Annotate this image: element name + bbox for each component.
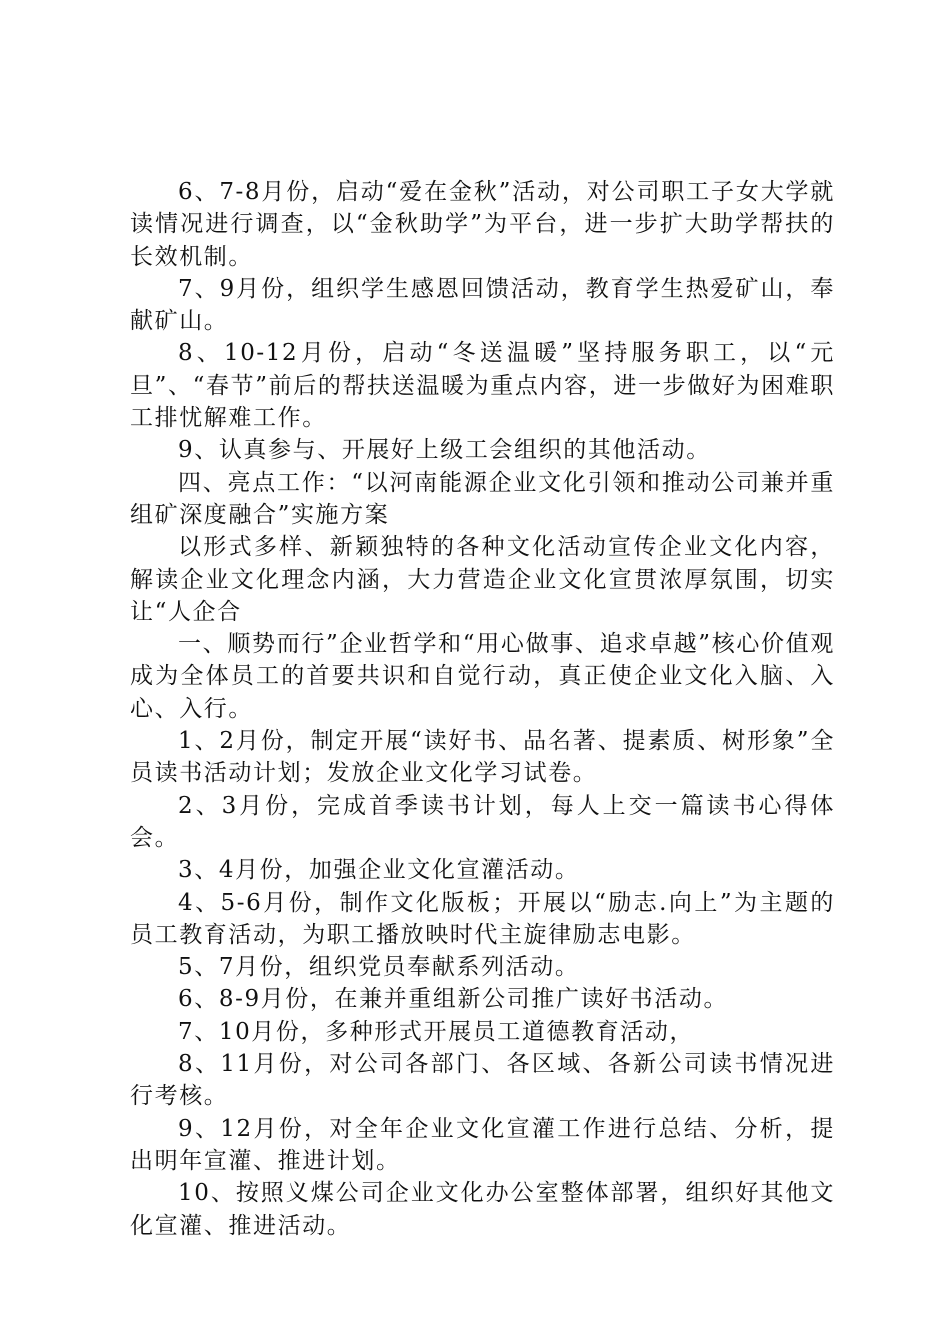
paragraph-culture-intro: 以形式多样、新颖独特的各种文化活动宣传企业文化内容，解读企业文化理念内涵，大力营造企业文化宣贯浓厚氛围，切实让“人企合	[130, 534, 835, 625]
paragraph-culture-item-10: 10、按照义煤公司企业文化办公室整体部署，组织好其他文化宣灌、推进活动。	[130, 1180, 835, 1239]
paragraph-culture-item-9: 9、12月份，对全年企业文化宣灌工作进行总结、分析，提出明年宣灌、推进计划。	[130, 1115, 835, 1174]
paragraph-culture-item-2: 2、3月份，完成首季读书计划，每人上交一篇读书心得体会。	[130, 792, 835, 851]
paragraph-culture-item-3: 3、4月份，加强企业文化宣灌活动。	[178, 857, 580, 884]
paragraph-item-8-winter-warmth: 8、10-12月份，启动“冬送温暖”坚持服务职工，以“元旦”、“春节”前后的帮扶送温暖为重点内容，进一步做好为困难职工排忧解难工作。	[130, 340, 835, 432]
paragraph-culture-item-6: 6、8-9月份，在兼并重组新公司推广读好书活动。	[178, 986, 729, 1013]
document-body	[130, 176, 835, 1242]
section-heading-highlights: 四、亮点工作：“以河南能源企业文化引领和推动公司兼并重组矿深度融合”实施方案	[130, 469, 835, 528]
paragraph-item-6-august-autumn: 6、7-8月份，启动“爱在金秋”活动，对公司职工子女大学就读情况进行调查，以“金秋助学”为平台，进一步扩大助学帮扶的长效机制。	[130, 179, 835, 270]
paragraph-culture-item-7: 7、10月份，多种形式开展员工道德教育活动，	[178, 1018, 695, 1045]
paragraph-culture-item-8: 8、11月份，对公司各部门、各区域、各新公司读书情况进行考核。	[130, 1051, 835, 1110]
paragraph-culture-philosophy: 一、顺势而行”企业哲学和“用心做事、追求卓越”核心价值观成为全体员工的首要共识和自觉行动，真正使企业文化入脑、入心、入行。	[130, 631, 835, 722]
paragraph-item-7-september: 7、9月份，组织学生感恩回馈活动，教育学生热爱矿山，奉献矿山。	[130, 275, 835, 335]
paragraph-item-9-union-activities: 9、认真参与、开展好上级工会组织的其他活动。	[178, 437, 711, 464]
paragraph-culture-item-5: 5、7月份，组织党员奉献系列活动。	[178, 954, 580, 981]
paragraph-culture-item-4: 4、5-6月份，制作文化版板；开展以“励志.向上”为主题的员工教育活动，为职工播放映时代主旋律励志电影。	[130, 889, 835, 948]
paragraph-culture-item-1: 1、2月份，制定开展“读好书、品名著、提素质、树形象”全员读书活动计划；发放企业文化学习试卷。	[130, 728, 835, 787]
